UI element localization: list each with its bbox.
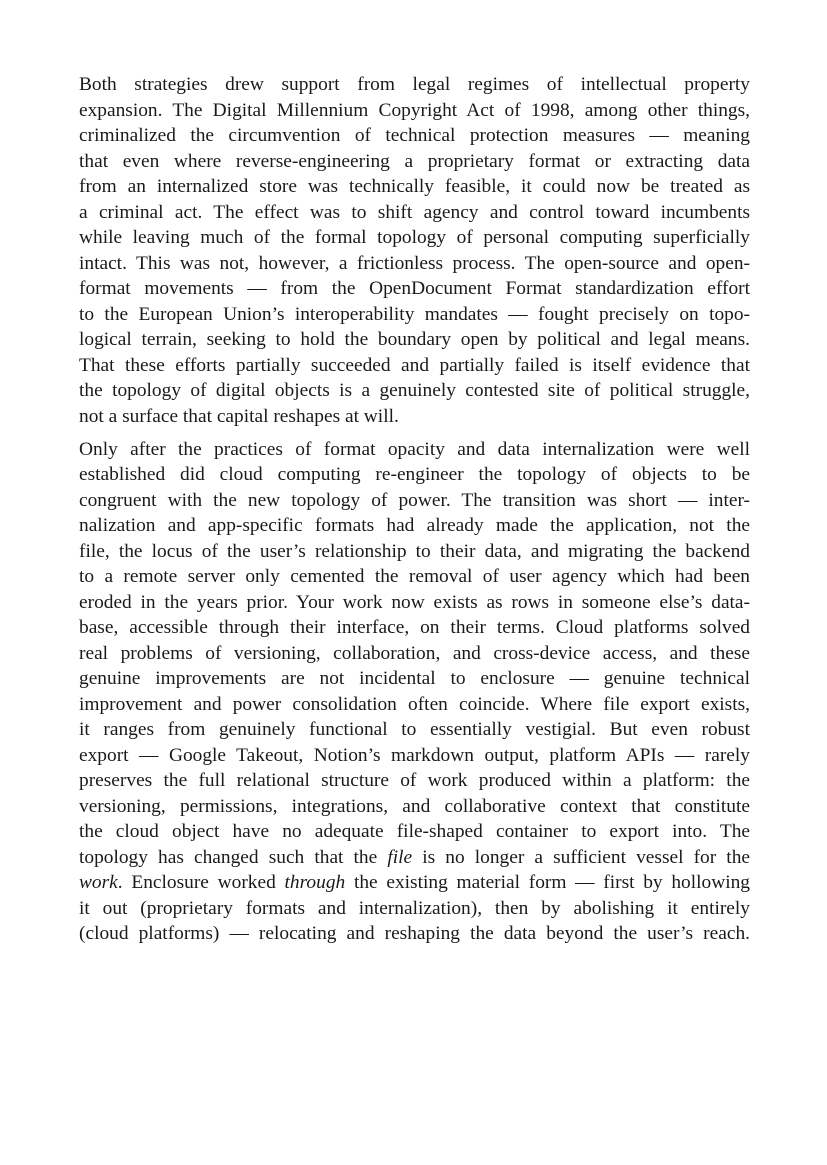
text-line: eroded in the years prior. Your work now exists as rows in someone else’s data-: [79, 591, 750, 613]
text-line: logical terrain, seeking to hold the boundary open by political and legal means.: [79, 329, 750, 350]
text-line: to the European Union’s interoperability mandates — fought precisely on topo-: [79, 303, 750, 325]
text-line: base, accessible through their interface, on their terms. Cloud platforms solved: [79, 617, 750, 638]
text-line: to a remote server only cemented the removal of user agency which had been: [79, 566, 750, 587]
text-line: nalization and app-specific formats had already made the application, not the: [79, 515, 750, 536]
text-line: improvement and power consolidation often coincide. Where file export exists,: [79, 693, 750, 715]
text-run: is no longer a sufficient vessel for the: [412, 846, 750, 868]
text-line: [79, 845, 750, 871]
text-line: Both strategies drew support from legal regimes of intellectual property: [79, 74, 750, 95]
text-line: a criminal act. The effect was to shift agency and control toward incumbents: [79, 201, 750, 223]
text-line: export — Google Takeout, Notion’s markdown output, platform APIs — rarely: [79, 744, 750, 766]
text-line: it ranges from genuinely functional to essentially vestigial. But even robust: [79, 719, 750, 740]
text-line: versioning, permissions, integrations, and collaborative context that constitute: [79, 795, 750, 817]
text-line: established did cloud computing re-engineer the topology of objects to be: [79, 464, 750, 485]
text-line: That these efforts partially succeeded and partially failed is itself evidence that: [79, 354, 750, 376]
text-line: it out (proprietary formats and internalization), then by abolishing it entirely: [79, 897, 750, 919]
text-line: criminalized the circumvention of technical protection measures — meaning: [79, 125, 750, 146]
emphasis-file: file: [387, 846, 413, 868]
text-line: genuine improvements are not incidental to enclosure — genuine technical: [79, 668, 750, 689]
text-run: topology has changed such that the: [79, 846, 388, 868]
text-line: [79, 870, 750, 896]
text-line: Only after the practices of format opacity and data internalization were well: [79, 438, 750, 460]
text-line: the topology of digital objects is a genuinely contested site of political struggle,: [79, 380, 750, 401]
text-run: the existing material form — first by hollowing: [345, 872, 750, 893]
text-line: intact. This was not, however, a frictionless process. The open-source and open-: [79, 252, 750, 274]
text-line: that even where reverse-engineering a proprietary format or extracting data: [79, 150, 750, 172]
document-page: [79, 72, 750, 947]
text-line: from an internalized store was technically feasible, it could now be treated as: [79, 176, 750, 197]
text-run: . Enclosure worked: [117, 872, 285, 893]
text-line: (cloud platforms) — relocating and reshaping the data beyond the user’s reach.: [79, 923, 750, 944]
text-line: while leaving much of the formal topology of personal computing superficially: [79, 227, 750, 248]
paragraph-2: [79, 437, 750, 947]
emphasis-work: work: [79, 872, 118, 893]
text-line: congruent with the new topology of power. The transition was short — inter-: [79, 489, 750, 511]
text-line: file, the locus of the user’s relationship to their data, and migrating the backend: [79, 540, 750, 562]
text-line: preserves the full relational structure of work produced within a platform: the: [79, 770, 750, 791]
text-line: not a surface that capital reshapes at will.: [79, 405, 399, 427]
text-line: the cloud object have no adequate file-shaped container to export into. The: [79, 821, 750, 842]
paragraph-1: [79, 72, 750, 429]
text-line: real problems of versioning, collaboration, and cross-device access, and these: [79, 642, 750, 664]
emphasis-through: through: [284, 872, 346, 893]
text-line: expansion. The Digital Millennium Copyright Act of 1998, among other things,: [79, 99, 750, 121]
text-line: format movements — from the OpenDocument Format standardization effort: [79, 278, 750, 299]
